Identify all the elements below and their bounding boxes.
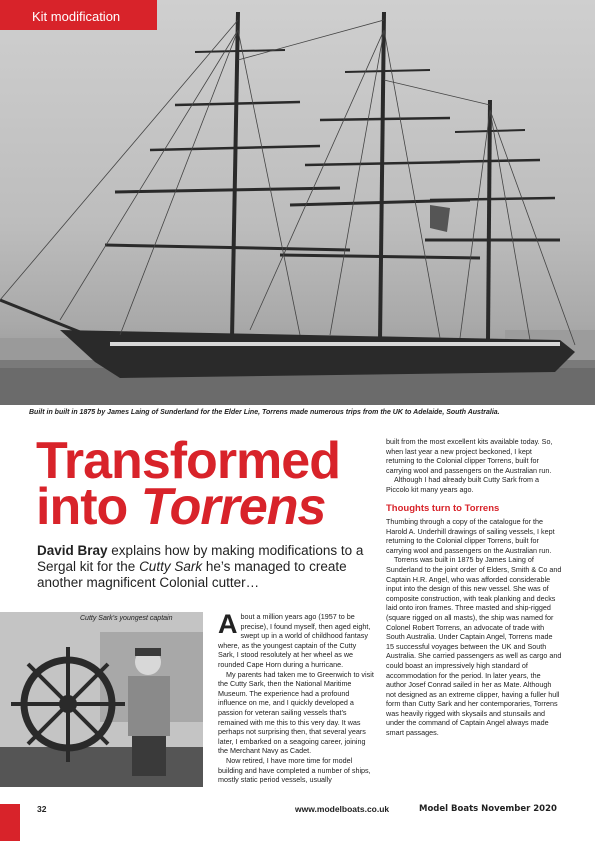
hero-caption: Built in built in 1875 by James Laing of Sunderland for the Elder Line, Torrens made numerous trips from the UK to Adelaide, South Australia. [29, 409, 500, 416]
photo-caption: Cutty Sark’s youngest captain [80, 615, 173, 622]
body-paragraph: Thumbing through a copy of the catalogue for the Harold A. Underhill drawings of sailing vessels, I kept returning to the Colonial clipper Torrens, built for carrying wool and passengers on the Australian run. [386, 517, 555, 555]
standfirst [37, 543, 377, 591]
body-paragraph: built from the most excellent kits available today. So, when last year a new project beckoned, I kept returning to the Colonial clipper Torrens, built for carrying wool and passengers on the Australian run. [386, 437, 553, 475]
headline-line-1: Transformed [36, 432, 340, 490]
headline-line-2 [36, 478, 376, 536]
body-paragraph: Although I had already built Cutty Sark from a Piccolo kit many years ago. [386, 475, 540, 494]
body-paragraph: Torrens was built in 1875 by James Laing of Sunderland to the joint order of Elders, Smith & Co and Captain H.R. Angel, who was afforded considerable input into the design of this new vessel. She was of composite construction, with teak planking and decks laid onto iron frames. Three masted and ship-rigged (square rigged on all masts), the ship was named for Colonel Robert Torrens, an advocate of trade with South Australia. Under Captain Angel, Torrens made 15 successful voyages between the UK and South Australia. She carried passengers as well as cargo and could boast an impressively high standard of accommodation for the period. In later years, the author Josef Conrad sailed in her as Mate. Although not designed as an extreme clipper, having a fuller hull form than Cutty Sark and her contemporaries, Torrens was heavily rigged with skysails and stunsails and under the command of Captain Angel always made smart passages. [386, 555, 562, 738]
headline-prefix: into [36, 478, 141, 536]
website-link[interactable]: www.modelboats.co.uk [295, 804, 390, 814]
ship-wheel-illustration [0, 612, 203, 787]
body-paragraph [218, 609, 375, 670]
headline-italic: Torrens [140, 478, 326, 536]
body-paragraph: Now retired, I have more time for model building and have completed a number of ships, mostly static period vessels, usually [218, 755, 371, 785]
author-name: David Bray [37, 543, 108, 558]
page-number: 32 [37, 804, 47, 814]
drop-cap: A [218, 609, 238, 639]
article-headline [36, 432, 376, 536]
magazine-issue: Model Boats November 2020 [419, 804, 557, 814]
body-column-2 [386, 437, 562, 495]
section-label: Kit modification [0, 0, 157, 30]
standfirst-text-b: he’s managed to create another magnificent Colonial cutter… [37, 559, 347, 590]
boy-at-wheel-photo [0, 612, 203, 787]
body-paragraph: My parents had taken me to Greenwich to visit the Cutty Sark, then the National Maritime Museum. The experience had a profound influence on me, and I quickly developed a passion for veteran sailing vessels that’s remained with me this to this very day. It was perhaps not surprising then, that several years later, I embarked on a seagoing career, joining the Merchant Navy as Cadet. [218, 669, 374, 756]
body-column-3 [386, 517, 562, 738]
footer-accent-bar [0, 804, 20, 841]
standfirst-italic: Cutty Sark [139, 559, 203, 574]
body-column-1 [218, 609, 375, 785]
section-subhead: Thoughts turn to Torrens [386, 503, 500, 514]
standfirst-text-a: explains how by making modifications to a Sergal kit for the [37, 543, 364, 574]
paragraph-text: bout a million years ago (1957 to be precise), I found myself, then aged eight, swept up in a world of childhood fantasy where, as the youngest captain of the Cutty Sark, I stood resolutely at her wheel as we rounded Cape Horn during a hurricane. [218, 612, 371, 669]
hero-photo [0, 0, 595, 405]
sailing-ship-illustration [0, 0, 595, 405]
